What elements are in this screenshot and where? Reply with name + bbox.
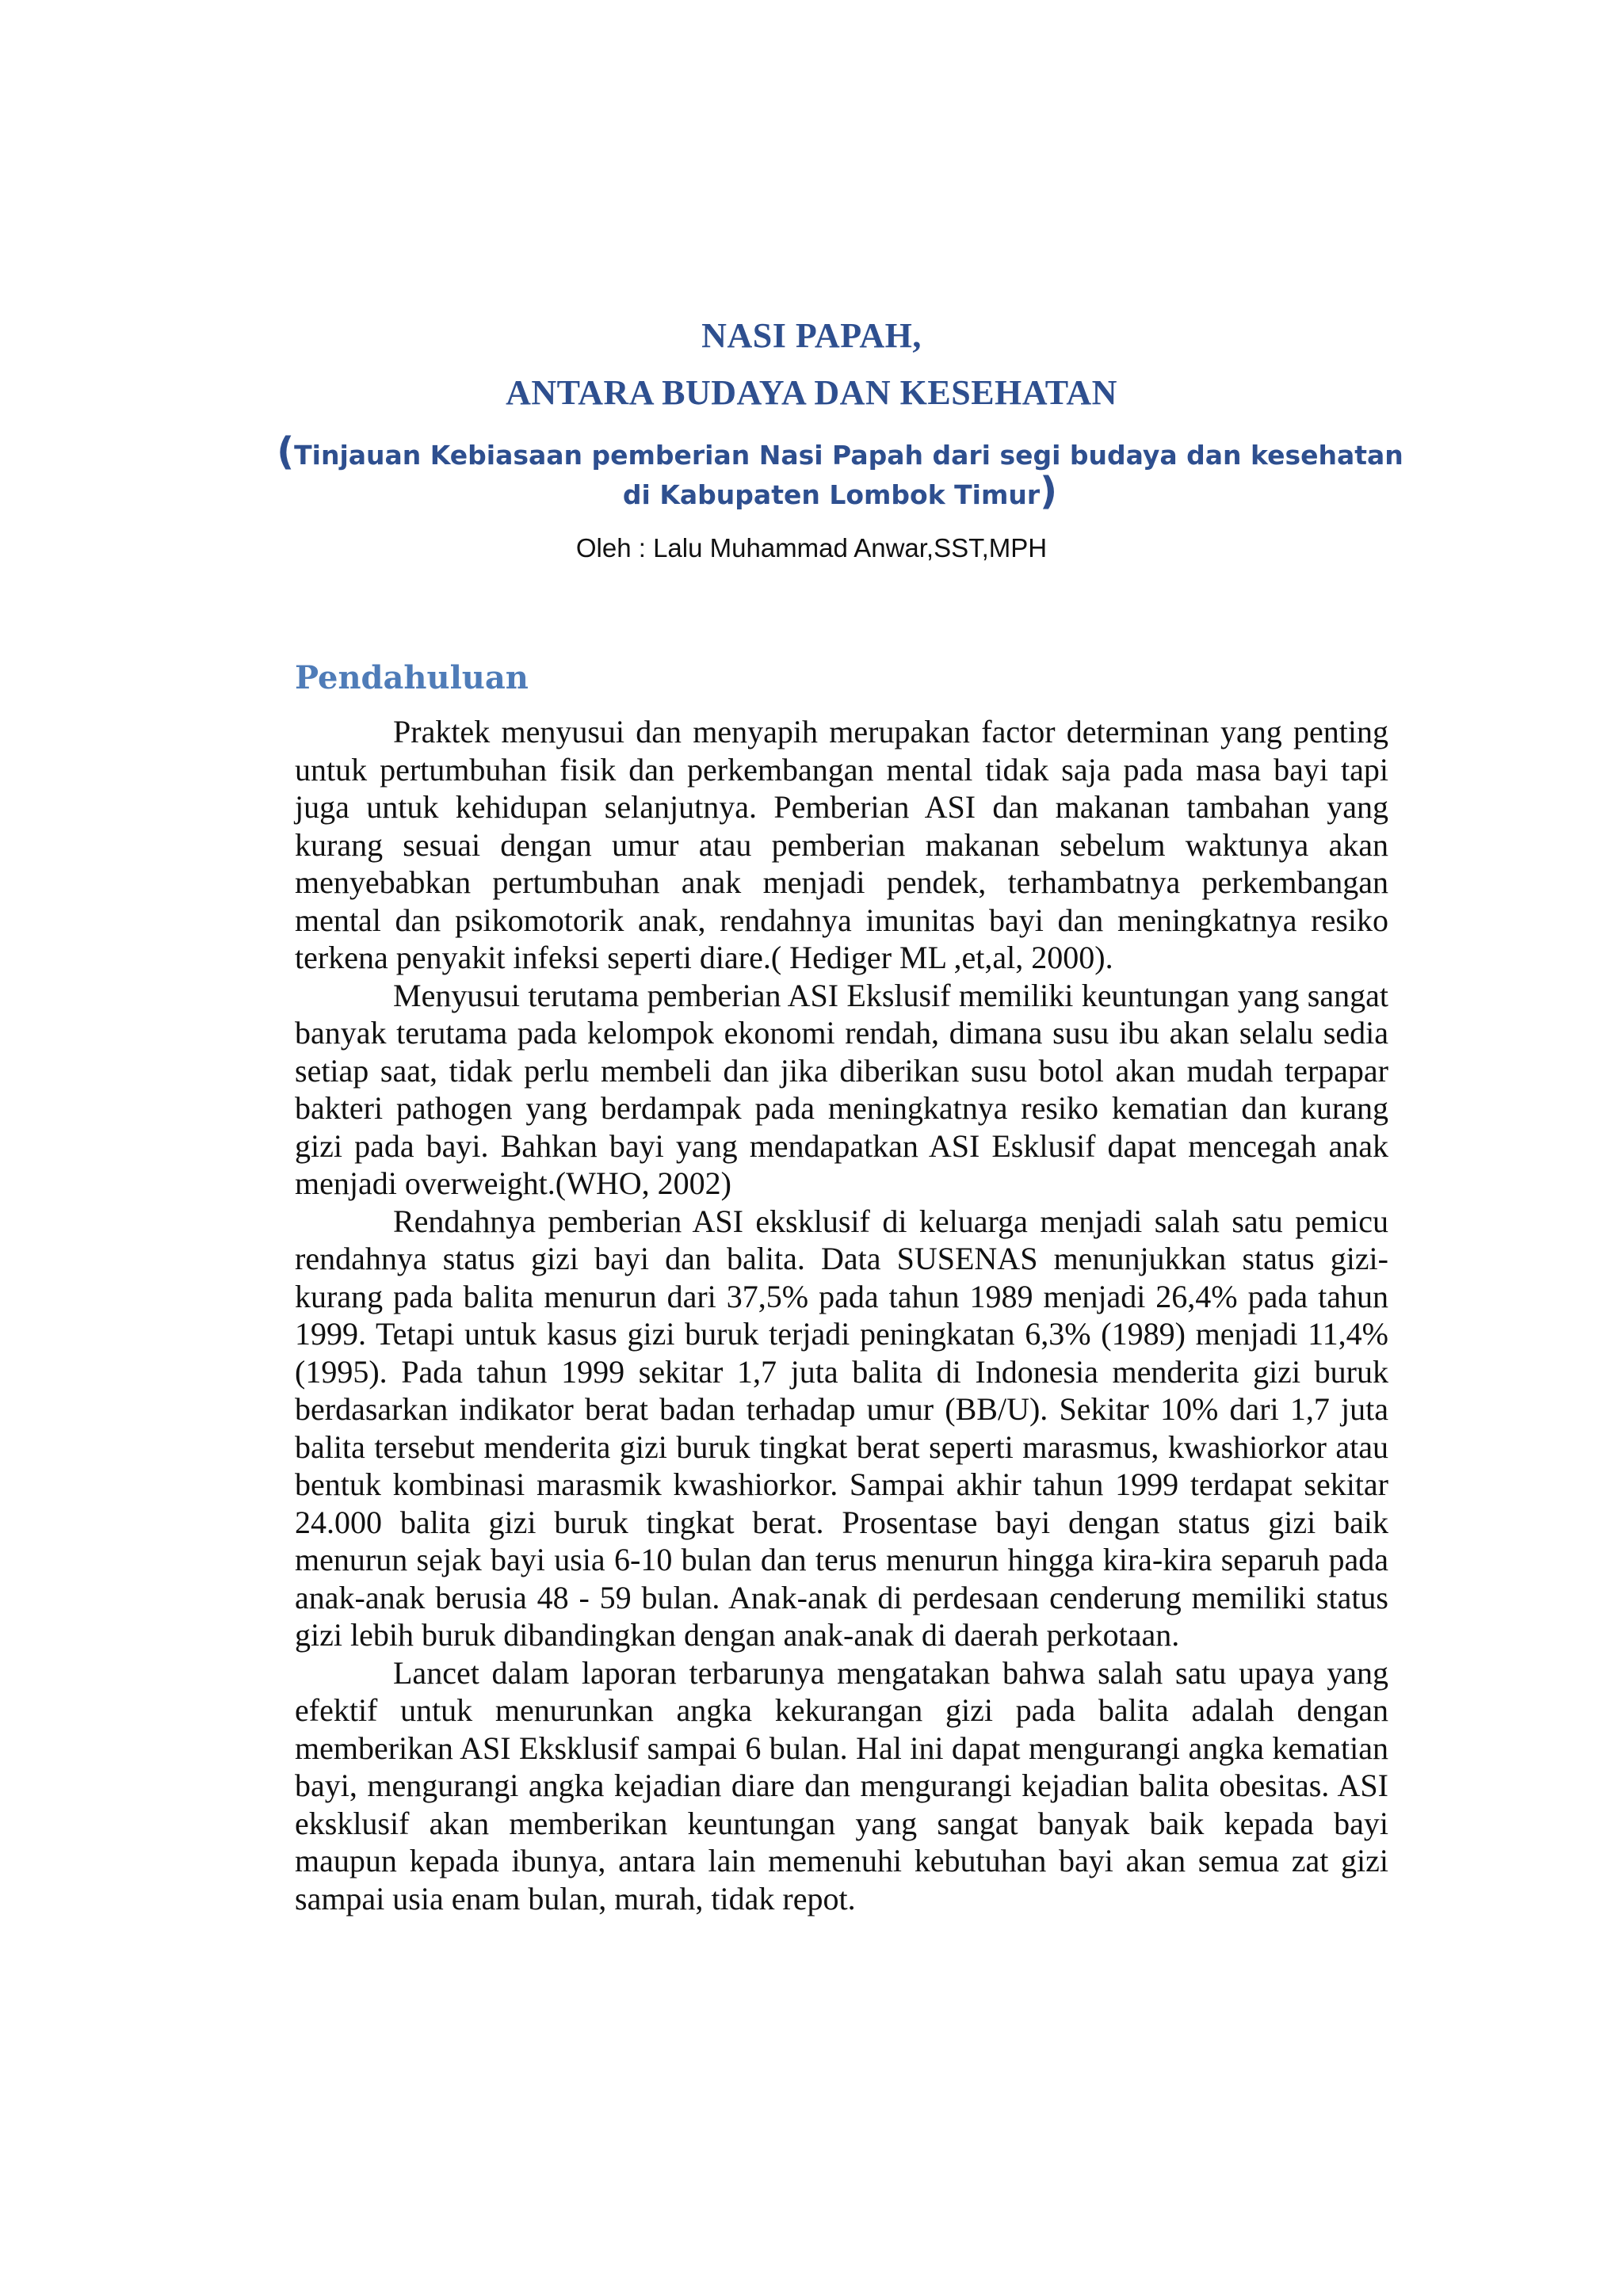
- paragraph-4: Lancet dalam laporan terbarunya mengatakan bahwa salah satu upaya yang efektif untuk menurunkan angka kekurangan gizi pada balita adalah dengan memberikan ASI Eksklusif sampai 6 bulan. Hal ini dapat mengurangi angka kematian bayi, mengurangi angka kejadian diare dan mengurangi kejadian balita obesitas. ASI eksklusif akan memberikan keuntungan yang sangat banyak baik kepada bayi maupun kepada ibunya, antara lain memenuhi kebutuhan bayi akan semua zat gizi sampai usia enam bulan, murah, tidak repot.: [295, 1654, 1388, 1917]
- author-line: Oleh : Lalu Muhammad Anwar,SST,MPH: [575, 533, 1048, 563]
- subtitle-close-paren: ): [1040, 469, 1058, 513]
- title-line-2: ANTARA BUDAYA DAN KESEHATAN: [506, 373, 1117, 412]
- paragraph-3: Rendahnya pemberian ASI eksklusif di keluarga menjadi salah satu pemicu rendahnya status gizi bayi dan balita. Data SUSENAS menunjukkan status gizi-kurang pada balita menurun dari 37,5% pada tahun 1989 menjadi 26,4% pada tahun 1999. Tetapi untuk kasus gizi buruk terjadi peningkatan 6,3% (1989) menjadi 11,4% (1995). Pada tahun 1999 sekitar 1,7 juta balita di Indonesia menderita gizi buruk berdasarkan indikator berat badan terhadap umur (BB/U). Sekitar 10% dari 1,7 juta balita tersebut menderita gizi buruk tingkat berat seperti marasmus, kwashiorkor atau bentuk kombinasi marasmik kwashiorkor. Sampai akhir tahun 1999 terdapat sekitar 24.000 balita gizi buruk tingkat berat. Prosentase bayi dengan status gizi baik menurun sejak bayi usia 6-10 bulan dan terus menurun hingga kira-kira separuh pada anak-anak berusia 48 - 59 bulan. Anak-anak di perdesaan cenderung memiliki status gizi lebih buruk dibandingkan dengan anak-anak di daerah perkotaan.: [295, 1203, 1388, 1653]
- title-block: [0, 307, 1623, 421]
- subtitle-text: Tinjauan Kebiasaan pemberian Nasi Papah dari segi budaya dan kesehatan di Kabupaten Lombok Timur: [294, 440, 1403, 510]
- paragraph-2: Menyusui terutama pemberian ASI Ekslusif memiliki keuntungan yang sangat banyak terutama pada kelompok ekonomi rendah, dimana susu ibu akan selalu sedia setiap saat, tidak perlu membeli dan jika diberikan susu botol akan mudah terpapar bakteri pathogen yang berdampak pada meningkatnya resiko kematian dan kurang gizi pada bayi. Bahkan bayi yang mendapatkan ASI Esklusif dapat mencegah anak menjadi overweight.(WHO, 2002): [295, 977, 1388, 1201]
- section-heading: Pendahuluan: [295, 659, 529, 696]
- paragraph-1: Praktek menyusui dan menyapih merupakan factor determinan yang penting untuk pertumbuhan fisik dan perkembangan mental tidak saja pada masa bayi tapi juga untuk kehidupan selanjutnya. Pemberian ASI dan makanan tambahan yang kurang sesuai dengan umur atau pemberian makanan sebelum waktunya akan menyebabkan pertumbuhan anak menjadi pendek, terhambatnya perkembangan mental dan psikomotorik anak, rendahnya imunitas bayi dan meningkatnya resiko terkena penyakit infeksi seperti diare.( Hediger ML ,et,al, 2000).: [295, 714, 1388, 975]
- subtitle-open-paren: (: [277, 429, 295, 474]
- title-line-1: NASI PAPAH,: [701, 316, 922, 355]
- subtitle: [269, 429, 1411, 515]
- body-text: [295, 713, 1388, 1917]
